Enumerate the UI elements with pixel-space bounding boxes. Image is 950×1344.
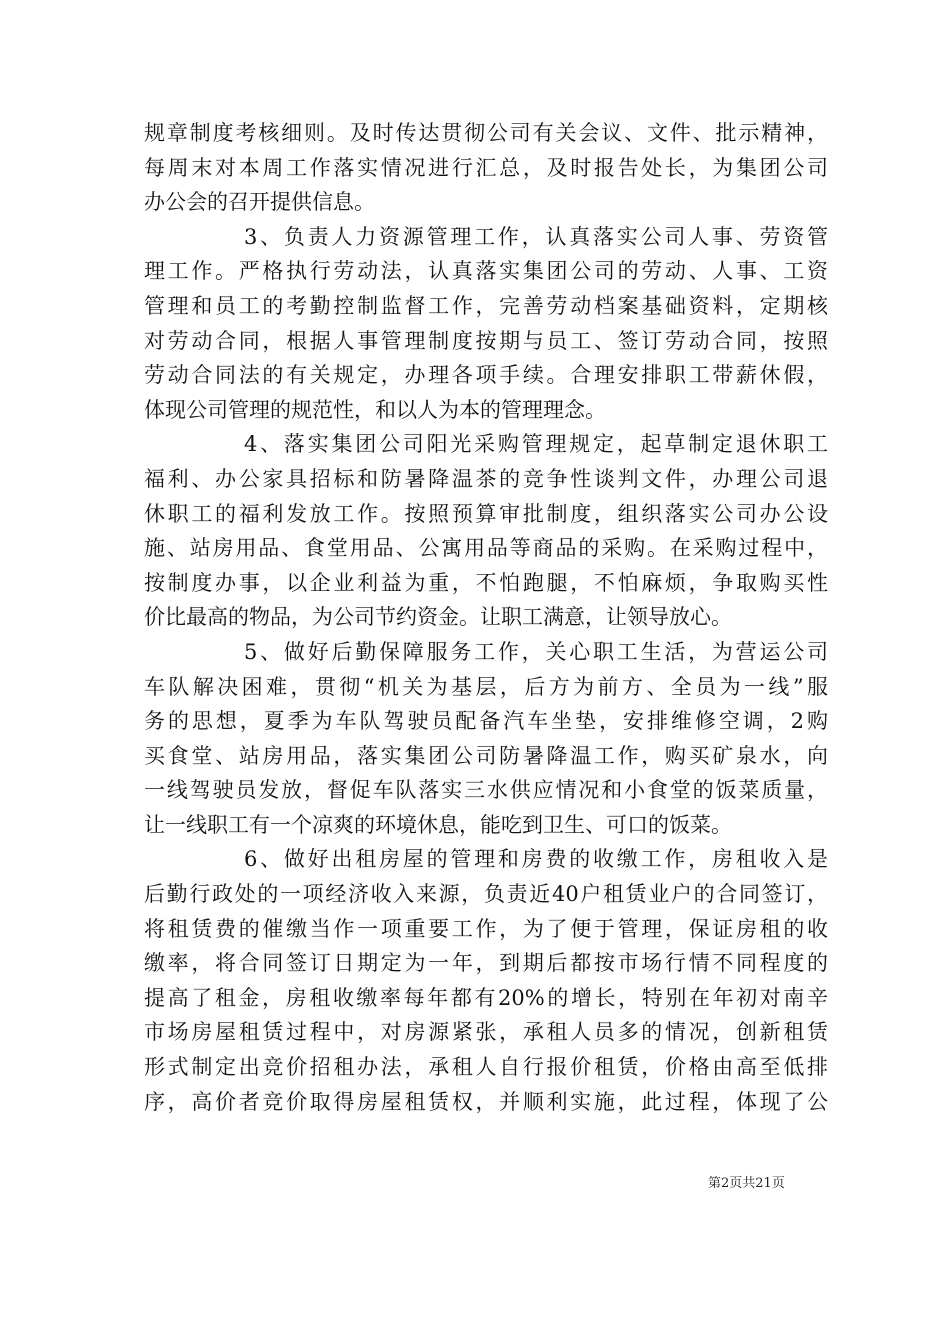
paragraph <box>144 220 828 428</box>
text-line: 买食堂、站房用品，落实集团公司防暑降温工作，购买矿泉水，向 <box>144 743 828 768</box>
paragraph <box>144 842 828 1119</box>
text-line: 后勤行政处的一项经济收入来源，负责近40户租赁业户的合同签订， <box>144 882 828 907</box>
text-line: 车队解决困难，贯彻“机关为基层，后方为前方、全员为一线”服 <box>144 674 828 699</box>
text-line: 每周末对本周工作落实情况进行汇总，及时报告处长，为集团公司 <box>144 155 828 180</box>
text-line: 劳动合同法的有关规定，办理各项手续。合理安排职工带薪休假， <box>144 363 828 388</box>
text-line: 序，高价者竞价取得房屋租赁权，并顺利实施，此过程，体现了公 <box>144 1089 828 1114</box>
paragraph <box>144 116 828 220</box>
page-number-footer: 第2页共21页 <box>708 1176 785 1191</box>
text-line: 让一线职工有一个凉爽的环境休息，能吃到卫生、可口的饭菜。 <box>144 812 732 837</box>
text-line: 规章制度考核细则。及时传达贯彻公司有关会议、文件、批示精神， <box>144 121 828 145</box>
text-line: 6、做好出租房屋的管理和房费的收缴工作，房租收入是 <box>244 847 828 872</box>
text-line: 管理和员工的考勤控制监督工作，完善劳动档案基础资料，定期核 <box>144 293 828 318</box>
text-line: 市场房屋租赁过程中，对房源紧张，承租人员多的情况，创新租赁 <box>144 1020 828 1045</box>
text-line: 缴率，将合同签订日期定为一年，到期后都按市场行情不同程度的 <box>144 951 828 976</box>
text-line: 5、做好后勤保障服务工作，关心职工生活，为营运公司 <box>244 639 828 664</box>
text-line: 休职工的福利发放工作。按照预算审批制度，组织落实公司办公设 <box>144 501 828 526</box>
text-line: 体现公司管理的规范性，和以人为本的管理理念。 <box>144 397 606 422</box>
text-line: 办公会的召开提供信息。 <box>144 190 375 215</box>
text-line: 施、站房用品、食堂用品、公寓用品等商品的采购。在采购过程中， <box>144 536 828 561</box>
text-line: 福利、办公家具招标和防暑降温茶的竞争性谈判文件，办理公司退 <box>144 466 828 491</box>
text-line: 提高了租金，房租收缴率每年都有20%的增长，特别在年初对南辛 <box>144 985 828 1010</box>
text-line: 务的思想，夏季为车队驾驶员配备汽车坐垫，安排维修空调，2购 <box>144 709 828 734</box>
paragraph <box>144 427 828 635</box>
document-body <box>144 116 828 1119</box>
paragraph <box>144 635 828 843</box>
text-line: 4、落实集团公司阳光采购管理规定，起草制定退休职工 <box>244 432 828 457</box>
text-line: 一线驾驶员发放，督促车队落实三水供应情况和小食堂的饭菜质量， <box>144 778 828 803</box>
text-line: 形式制定出竞价招租办法，承租人自行报价租赁，价格由高至低排 <box>144 1055 828 1080</box>
text-line: 按制度办事，以企业利益为重，不怕跑腿，不怕麻烦，争取购买性 <box>144 570 828 595</box>
text-line: 将租赁费的催缴当作一项重要工作，为了便于管理，保证房租的收 <box>144 916 828 941</box>
text-line: 价比最高的物品，为公司节约资金。让职工满意，让领导放心。 <box>144 605 732 630</box>
text-line: 3、负责人力资源管理工作，认真落实公司人事、劳资管 <box>244 224 828 249</box>
text-line: 理工作。严格执行劳动法，认真落实集团公司的劳动、人事、工资 <box>144 259 828 284</box>
text-line: 对劳动合同，根据人事管理制度按期与员工、签订劳动合同，按照 <box>144 328 828 353</box>
